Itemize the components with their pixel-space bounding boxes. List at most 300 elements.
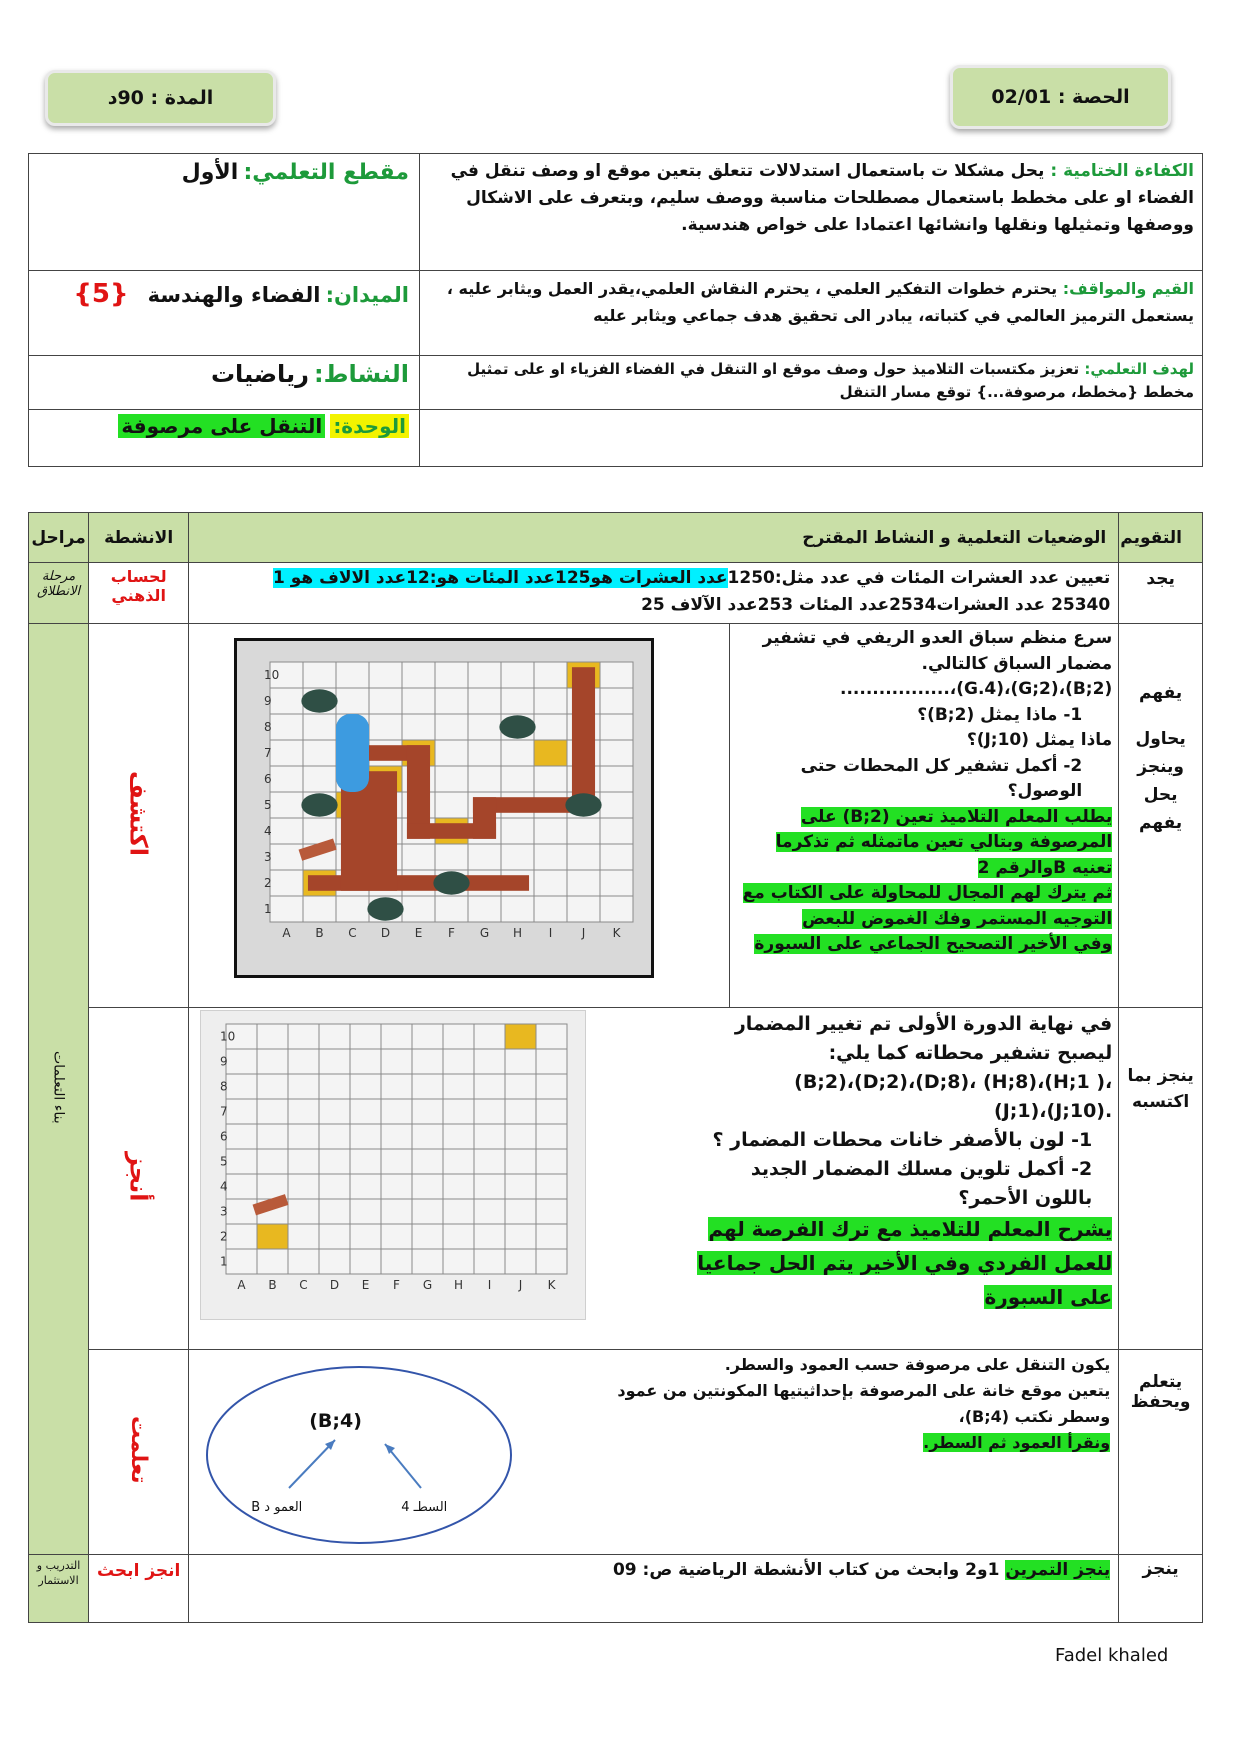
col-tick: G bbox=[423, 1278, 433, 1292]
grid-cell bbox=[443, 1049, 474, 1074]
grid-cell bbox=[567, 818, 600, 844]
station-cell bbox=[257, 1224, 288, 1249]
row2-text bbox=[730, 624, 1118, 1007]
row-tick: 5 bbox=[220, 1154, 228, 1169]
col-tick: H bbox=[454, 1278, 464, 1292]
grid-cell bbox=[474, 1124, 505, 1149]
grid-cell bbox=[536, 1249, 567, 1274]
row2-q2: 2- أكمل تشفير كل المحطات حتى الوصول؟ bbox=[800, 755, 1083, 801]
grid-cell bbox=[350, 1249, 381, 1274]
col-tick: E bbox=[414, 926, 423, 940]
grid-cell bbox=[435, 792, 468, 818]
row1-line1 bbox=[197, 565, 1110, 592]
row-tick: 4 bbox=[264, 824, 272, 838]
lake-icon bbox=[336, 714, 369, 792]
tree-icon bbox=[566, 793, 602, 816]
row-tick: 2 bbox=[264, 876, 272, 890]
grid-cell bbox=[443, 1199, 474, 1224]
diagram-ellipse bbox=[207, 1367, 511, 1543]
grid-cell bbox=[435, 688, 468, 714]
col-tick: J bbox=[518, 1278, 523, 1292]
row-tick: 2 bbox=[220, 1229, 228, 1244]
grid-cell bbox=[435, 896, 468, 922]
grid-cell bbox=[534, 818, 567, 844]
grid-cell bbox=[534, 662, 567, 688]
grid-cell bbox=[501, 740, 534, 766]
col-tick: I bbox=[487, 1278, 492, 1292]
activity-learned-cell bbox=[89, 1350, 189, 1555]
grid-cell bbox=[288, 1024, 319, 1049]
grid-cell bbox=[412, 1124, 443, 1149]
grid-cell bbox=[226, 1099, 257, 1124]
activity-do: أنجز bbox=[124, 1151, 153, 1202]
grid-cell bbox=[226, 1174, 257, 1199]
grid-cell bbox=[412, 1074, 443, 1099]
grid-cell bbox=[226, 1149, 257, 1174]
grid-cell bbox=[270, 870, 303, 896]
domain-cell bbox=[29, 271, 420, 356]
duration-badge bbox=[45, 70, 276, 126]
col-tick: D bbox=[330, 1278, 340, 1292]
grid-cell bbox=[443, 1099, 474, 1124]
grid-cell bbox=[505, 1099, 536, 1124]
row2-note1: يطلب المعلم التلاميذ تعين (B;2) على المرصوفة وبتالي تعين ماتمثله ثم تذكرما تعنيه Bوالرقم 2 bbox=[775, 806, 1113, 878]
race-grid-2 bbox=[200, 1010, 586, 1320]
grid-cell bbox=[600, 844, 633, 870]
grid-cell bbox=[288, 1149, 319, 1174]
grid-cell bbox=[505, 1249, 536, 1274]
col-tick: I bbox=[548, 926, 553, 940]
row1-line1-a: تعيين عدد العشرات المئات في عدد مثل:1250 bbox=[727, 568, 1111, 588]
grid-cell bbox=[350, 1224, 381, 1249]
domain-label: الميدان: bbox=[325, 283, 409, 307]
row-tick: 8 bbox=[264, 720, 272, 734]
grid-cell bbox=[474, 1024, 505, 1049]
domain-number: {5} bbox=[73, 279, 129, 309]
grid-cell bbox=[257, 1099, 288, 1124]
grid-cell bbox=[270, 714, 303, 740]
grid-cell bbox=[501, 766, 534, 792]
row2-q1: 1- ماذا يمثل (B;2)؟ bbox=[917, 704, 1083, 725]
grid-cell bbox=[474, 1249, 505, 1274]
session-badge bbox=[950, 65, 1171, 129]
grid-cell bbox=[350, 1024, 381, 1049]
row1-line1-b: عدد العشرات هو125 bbox=[555, 568, 728, 588]
info-table bbox=[28, 153, 1203, 467]
race-grid-2-cell bbox=[190, 1008, 686, 1349]
col-tick: E bbox=[361, 1278, 370, 1292]
col-tick: G bbox=[480, 926, 490, 940]
stage-training: التدريب و الاستثمار bbox=[29, 1555, 89, 1623]
row3-p1: في نهاية الدورة الأولى تم تغيير المضمار ليصبح تشفير محطاته كما يلي: bbox=[734, 1013, 1113, 1064]
grid-cell bbox=[501, 844, 534, 870]
activity-mental: لحساب الذهني bbox=[89, 563, 189, 624]
grid-cell bbox=[319, 1224, 350, 1249]
stage-launch: مرحلة الانطلاق bbox=[29, 563, 89, 624]
stage-build-cell bbox=[29, 624, 89, 1555]
grid-cell bbox=[468, 688, 501, 714]
grid-cell bbox=[474, 1174, 505, 1199]
coord-label: (B;4) bbox=[309, 1410, 362, 1432]
activity-value: رياضيات bbox=[210, 360, 309, 388]
lesson-table bbox=[28, 512, 1203, 1623]
activity-label: النشاط: bbox=[314, 360, 409, 388]
grid-cell bbox=[319, 1174, 350, 1199]
row4-l2: يتعين موقع خانة على المرصوفة بإحداثيتيها المكونتين من عمود وسطر نكتب (B;4)، bbox=[617, 1381, 1111, 1426]
grid-cell bbox=[435, 714, 468, 740]
grid-cell bbox=[534, 766, 567, 792]
grid-cell bbox=[270, 844, 303, 870]
grid-cell bbox=[536, 1074, 567, 1099]
grid-cell bbox=[319, 1149, 350, 1174]
grid-cell bbox=[501, 688, 534, 714]
arrow-row-head bbox=[385, 1444, 395, 1454]
grid-cell bbox=[468, 662, 501, 688]
grid-cell bbox=[534, 714, 567, 740]
grid-cell bbox=[600, 766, 633, 792]
activity-discover: اكتشف bbox=[124, 771, 153, 856]
grid-cell bbox=[381, 1024, 412, 1049]
grid-cell bbox=[350, 1099, 381, 1124]
grid-cell bbox=[381, 1049, 412, 1074]
row2-note3: وفي الأخير التصحيح الجماعي على السبورة bbox=[754, 934, 1113, 954]
eval-row4: يتعلم ويحفظ bbox=[1119, 1350, 1203, 1555]
row2-content bbox=[189, 624, 1119, 1008]
grid-cell bbox=[336, 896, 369, 922]
grid-cell bbox=[474, 1074, 505, 1099]
row4-text bbox=[570, 1352, 1110, 1456]
grid-cell bbox=[303, 766, 336, 792]
grid-cell bbox=[402, 844, 435, 870]
grid-cell bbox=[505, 1149, 536, 1174]
grid-cell bbox=[505, 1074, 536, 1099]
grid-cell bbox=[412, 1199, 443, 1224]
competence-text: يحل مشكلا ت باستعمال استدلالات تتعلق بتعين موقع او وصف تنقل في الفضاء او على مخطط باستعمال مصطلحات مناسبة ووصف سليم، وبتعرف على الاشكال ووصفها وتمثيلها ونقلها وانشائها اعتمادا على خواص هندسية. bbox=[450, 161, 1194, 235]
tree-icon bbox=[434, 871, 470, 894]
col-tick: D bbox=[381, 926, 391, 940]
values-label: القيم والمواقف: bbox=[1062, 279, 1194, 298]
grid-cell bbox=[381, 1224, 412, 1249]
grid-cell bbox=[303, 662, 336, 688]
col-tick: H bbox=[513, 926, 523, 940]
grid-cell bbox=[501, 896, 534, 922]
row1-content bbox=[189, 563, 1119, 624]
grid-cell bbox=[468, 896, 501, 922]
grid-cell bbox=[369, 714, 402, 740]
grid-cell bbox=[474, 1149, 505, 1174]
values-cell bbox=[420, 271, 1203, 356]
grid-cell bbox=[536, 1174, 567, 1199]
grid-cell bbox=[402, 714, 435, 740]
row3-q1: 1- لون بالأصفر خانات محطات المضمار ؟ bbox=[712, 1129, 1093, 1151]
grid-cell bbox=[443, 1249, 474, 1274]
row-tick: 3 bbox=[220, 1204, 228, 1219]
grid-cell bbox=[505, 1174, 536, 1199]
row-tick: 8 bbox=[220, 1079, 228, 1094]
col-tick: K bbox=[547, 1278, 556, 1292]
grid-cell bbox=[567, 870, 600, 896]
grid-cell bbox=[474, 1099, 505, 1124]
grid-cell bbox=[257, 1074, 288, 1099]
grid-cell bbox=[567, 896, 600, 922]
grid-cell bbox=[336, 688, 369, 714]
grid-cell bbox=[536, 1149, 567, 1174]
grid-cell bbox=[270, 792, 303, 818]
row5-content bbox=[189, 1555, 1119, 1623]
grid-cell bbox=[226, 1124, 257, 1149]
grid-cell bbox=[600, 740, 633, 766]
grid-cell bbox=[288, 1074, 319, 1099]
row-tick: 10 bbox=[264, 668, 280, 682]
station-cell bbox=[534, 740, 567, 766]
eval-row3: ينجز بما اكتسبه bbox=[1119, 1008, 1203, 1350]
row3-p3: (J;1)،(J;10). bbox=[994, 1100, 1113, 1122]
row-tick: 10 bbox=[220, 1029, 236, 1044]
grid-cell bbox=[381, 1199, 412, 1224]
row3-p2: (B;2)،(D;2)،(D;8)، (H;8)،(H;1 )، bbox=[794, 1071, 1113, 1093]
grid-cell bbox=[443, 1024, 474, 1049]
grid-cell bbox=[505, 1224, 536, 1249]
unit-cell bbox=[29, 410, 420, 467]
grid-cell bbox=[257, 1149, 288, 1174]
grid-cell bbox=[350, 1149, 381, 1174]
grid-cell bbox=[534, 896, 567, 922]
grid-cell bbox=[381, 1124, 412, 1149]
grid-cell bbox=[412, 1249, 443, 1274]
row4-content bbox=[189, 1350, 1119, 1555]
grid-cell bbox=[443, 1124, 474, 1149]
grid-cell bbox=[600, 818, 633, 844]
grid-cell bbox=[443, 1074, 474, 1099]
col-tick: A bbox=[282, 926, 291, 940]
row-tick: 7 bbox=[220, 1104, 228, 1119]
activity-learned: تعلمت bbox=[126, 1416, 152, 1484]
activity-discover-cell bbox=[89, 624, 189, 1008]
grid-cell bbox=[270, 766, 303, 792]
grid-cell bbox=[536, 1124, 567, 1149]
row2-note2: ثم يترك لهم المجال للمحاولة على الكتاب مع التوجيه المستمر وفك الغموض للبعض bbox=[742, 883, 1113, 929]
grid-cell bbox=[369, 662, 402, 688]
grid-cell bbox=[600, 870, 633, 896]
tree-icon bbox=[302, 689, 338, 712]
tree-icon bbox=[302, 793, 338, 816]
grid-cell bbox=[468, 740, 501, 766]
eval-row2-understand: يفهم bbox=[1139, 683, 1183, 703]
row5-rest: 1و2 وابحث من كتاب الأنشطة الرياضية ص: 09 bbox=[612, 1560, 1006, 1580]
grid-cell bbox=[412, 1174, 443, 1199]
grid-cell bbox=[303, 740, 336, 766]
competence-label: الكفاءة الختامية : bbox=[1050, 161, 1194, 181]
empty-cell bbox=[420, 410, 1203, 467]
grid-cell bbox=[369, 688, 402, 714]
grid-cell bbox=[435, 740, 468, 766]
row-tick: 1 bbox=[220, 1254, 228, 1269]
grid-cell bbox=[435, 844, 468, 870]
grid-cell bbox=[226, 1049, 257, 1074]
values-text: يحترم خطوات التفكير العلمي ، يحترم النقاش العلمي،يقدر العمل ويثابر عليه ، يستعمل الترميز العالمي في كتباته، يبادر الى تحقيق هدف جماعي ويثابر عليه bbox=[446, 279, 1194, 325]
grid-cell bbox=[270, 688, 303, 714]
row-label: السطـ 4 bbox=[401, 1500, 448, 1515]
col-label: العمو د B bbox=[251, 1500, 303, 1515]
domain-value: الفضاء والهندسة bbox=[147, 283, 321, 307]
goal-text: تعزيز مكتسبات التلاميذ حول وصف موقع او التنقل في الفضاء الفزياء او على تمثيل مخطط {مخطط، مرصوفة...} توقع مسار التنقل bbox=[467, 360, 1194, 401]
grid-cell bbox=[288, 1199, 319, 1224]
grid-cell bbox=[443, 1174, 474, 1199]
grid-cell bbox=[226, 1074, 257, 1099]
row-tick: 6 bbox=[220, 1129, 228, 1144]
row-tick: 6 bbox=[264, 772, 272, 786]
tree-icon bbox=[500, 715, 536, 738]
row1-line1-d: عدد الالاف هو 1 bbox=[272, 568, 407, 588]
grid-cell bbox=[474, 1199, 505, 1224]
segment-cell bbox=[29, 154, 420, 271]
grid-cell bbox=[381, 1099, 412, 1124]
row-tick: 9 bbox=[264, 694, 272, 708]
competence-cell bbox=[420, 154, 1203, 271]
grid-cell bbox=[402, 896, 435, 922]
grid-cell bbox=[600, 688, 633, 714]
grid-cell bbox=[600, 662, 633, 688]
grid-cell bbox=[350, 1049, 381, 1074]
col-tick: F bbox=[393, 1278, 401, 1292]
grid-cell bbox=[474, 1049, 505, 1074]
grid-cell bbox=[257, 1024, 288, 1049]
grid-cell bbox=[567, 844, 600, 870]
grid-cell bbox=[412, 1049, 443, 1074]
grid-cell bbox=[468, 766, 501, 792]
grid-cell bbox=[257, 1049, 288, 1074]
track-segment bbox=[572, 667, 595, 813]
grid-cell bbox=[288, 1124, 319, 1149]
grid-cell bbox=[381, 1174, 412, 1199]
grid-cell bbox=[381, 1074, 412, 1099]
grid-cell bbox=[534, 844, 567, 870]
grid-cell bbox=[226, 1199, 257, 1224]
col-tick: B bbox=[315, 926, 324, 940]
session-label: الحصة : 02/01 bbox=[991, 86, 1130, 108]
row-tick: 9 bbox=[220, 1054, 228, 1069]
grid-cell bbox=[536, 1224, 567, 1249]
row-tick: 4 bbox=[220, 1179, 228, 1194]
grid-cell bbox=[402, 688, 435, 714]
segment-value: الأول bbox=[181, 160, 239, 185]
author-name: Fadel khaled bbox=[1055, 1645, 1169, 1666]
eval-row2 bbox=[1119, 624, 1203, 1008]
col-tick: J bbox=[581, 926, 586, 940]
grid-cell bbox=[288, 1174, 319, 1199]
tree-icon bbox=[368, 897, 404, 920]
grid-cell bbox=[303, 714, 336, 740]
col-tick: A bbox=[237, 1278, 246, 1292]
grid-cell bbox=[505, 1124, 536, 1149]
grid-cell bbox=[536, 1024, 567, 1049]
row4-l1: يكون التنقل على مرصوفة حسب العمود والسطر. bbox=[724, 1355, 1111, 1374]
duration-label: المدة : 90د bbox=[107, 87, 214, 109]
activity-cell bbox=[29, 356, 420, 410]
grid-cell bbox=[257, 1124, 288, 1149]
eval-row2-try: يحاول وينجز يحل يفهم bbox=[1135, 729, 1186, 833]
col-tick: C bbox=[299, 1278, 308, 1292]
activity-practice: انجز ابحث bbox=[89, 1555, 189, 1623]
grid-cell bbox=[350, 1174, 381, 1199]
grid-cell bbox=[288, 1099, 319, 1124]
grid-cell bbox=[270, 896, 303, 922]
grid-cell bbox=[536, 1199, 567, 1224]
grid-cell bbox=[435, 662, 468, 688]
col-tick: K bbox=[612, 926, 621, 940]
stage-build: بناء التعلمات bbox=[50, 1050, 67, 1124]
row2-q1b: ماذا يمثل (J;10)؟ bbox=[966, 730, 1113, 750]
col-tick: B bbox=[268, 1278, 277, 1292]
row-tick: 3 bbox=[264, 850, 272, 864]
segment-label: مقطع التعلمي: bbox=[243, 160, 409, 185]
grid-cell bbox=[501, 662, 534, 688]
grid-cell bbox=[474, 1224, 505, 1249]
row3-text bbox=[686, 1008, 1118, 1349]
grid-cell bbox=[381, 1249, 412, 1274]
activity-do-cell bbox=[89, 1008, 189, 1350]
race-grid-1-cell bbox=[189, 624, 730, 1007]
grid-cell bbox=[350, 1199, 381, 1224]
grid-cell bbox=[381, 1149, 412, 1174]
row2-p2: (B;2)،(G;2)،(G.4)،................. bbox=[839, 679, 1113, 699]
grid-cell bbox=[505, 1199, 536, 1224]
grid-cell bbox=[288, 1249, 319, 1274]
grid-cell bbox=[412, 1024, 443, 1049]
grid-cell bbox=[350, 1074, 381, 1099]
grid-cell bbox=[319, 1074, 350, 1099]
unit-value: التنقل على مرصوفة bbox=[118, 414, 325, 438]
grid-cell bbox=[600, 714, 633, 740]
grid-cell bbox=[443, 1224, 474, 1249]
grid-cell bbox=[534, 688, 567, 714]
grid-cell bbox=[468, 714, 501, 740]
eval-row5: ينجز bbox=[1119, 1555, 1203, 1623]
goal-label: لهدف التعلمي: bbox=[1084, 360, 1194, 378]
grid-cell bbox=[600, 792, 633, 818]
row1-line1-c: عدد المئات هو:12 bbox=[406, 568, 555, 588]
grid-cell bbox=[319, 1249, 350, 1274]
row3-content bbox=[189, 1008, 1119, 1350]
grid-cell bbox=[226, 1224, 257, 1249]
station-cell bbox=[505, 1024, 536, 1049]
row1-line2: 25340 عدد العشرات2534عدد المئات 253عدد الآلاف 25 bbox=[641, 595, 1111, 615]
grid-cell bbox=[288, 1049, 319, 1074]
row3-note: يشرح المعلم للتلاميذ مع ترك الفرصة لهم للعمل الفردي وفي الأخير يتم الحل جماعيا على السبورة bbox=[697, 1217, 1113, 1309]
row-tick: 7 bbox=[264, 746, 272, 760]
grid-cell bbox=[435, 766, 468, 792]
header-activities: الانشطة bbox=[89, 513, 189, 563]
grid-cell bbox=[600, 896, 633, 922]
row-tick: 1 bbox=[264, 902, 272, 916]
grid-cell bbox=[319, 1199, 350, 1224]
grid-cell bbox=[257, 1249, 288, 1274]
coordinate-diagram bbox=[199, 1358, 519, 1548]
grid-cell bbox=[336, 662, 369, 688]
grid-cell bbox=[536, 1049, 567, 1074]
grid-cell bbox=[443, 1149, 474, 1174]
grid-cell bbox=[270, 740, 303, 766]
goal-cell bbox=[420, 356, 1203, 410]
grid-cell bbox=[505, 1049, 536, 1074]
grid-cell bbox=[534, 870, 567, 896]
row-tick: 5 bbox=[264, 798, 272, 812]
grid-cell bbox=[319, 1024, 350, 1049]
row2-p1: سرع منظم سباق العدو الريفي في تشفير مضمار السباق كالتالي. bbox=[762, 628, 1113, 674]
grid-cell bbox=[468, 844, 501, 870]
header-evaluation: التقويم bbox=[1119, 513, 1203, 563]
grid-cell bbox=[303, 896, 336, 922]
